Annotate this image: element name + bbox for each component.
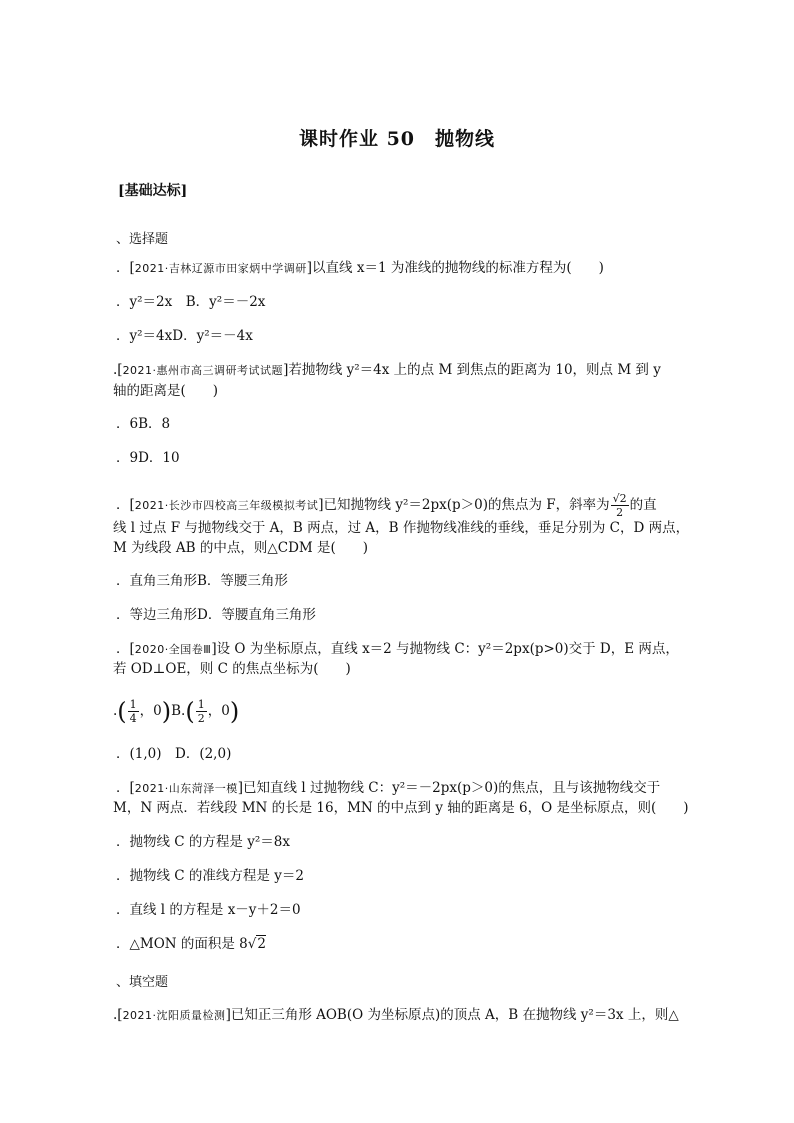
q5-option-a: ．抛物线 C 的方程是 y²＝8x — [116, 834, 290, 850]
q6-source: 2021·沈阳质量检测 — [122, 1009, 226, 1022]
q3-options-ab: ．直角三角形B．等腰三角形 — [116, 573, 288, 589]
q2-text-line2: 轴的距离是( ) — [113, 383, 219, 399]
q4-source: 2020·全国卷Ⅲ — [134, 643, 212, 656]
section-choice: 、选择题 — [116, 232, 169, 247]
q5-source: 2021·山东菏泽一模 — [134, 782, 238, 795]
q5-optd-text: ．△MON 的面积是 8 — [116, 936, 248, 952]
q5-optd-sqrt: 2 — [257, 936, 266, 952]
question-4 — [116, 639, 679, 660]
q3-text-line3: M 为线段 AB 的中点，则△CDM 是( ) — [113, 540, 369, 556]
q3-options-cd: ．等边三角形D．等腰直角三角形 — [116, 607, 316, 623]
section-fill: 、填空题 — [116, 975, 169, 990]
q3-text-a: ]已知抛物线 y²＝2px(p＞0)的焦点为 F，斜率为 — [318, 497, 610, 513]
q4-options-cd: ．(1,0) D．(2,0) — [116, 746, 232, 762]
q5-option-b: ．抛物线 C 的准线方程是 y＝2 — [116, 868, 304, 884]
q2-options-ab: ．6B．8 — [116, 416, 171, 432]
q2-options-cd: ．9D．10 — [116, 450, 180, 466]
page-title: 课时作业 50 抛物线 — [298, 128, 496, 150]
q3-source: 2021·长沙市四校高三年级模拟考试 — [134, 499, 319, 512]
q1-options-cd: ．y²＝4xD．y²＝－4x — [116, 328, 253, 344]
q3-frac-num: √2 — [612, 492, 627, 505]
q5-text: ]已知直线 l 过抛物线 C：y²＝－2px(p＞0)的焦点，且与该抛物线交于 — [237, 780, 661, 796]
q5-prefix: ．[ — [116, 780, 135, 796]
q3-text-b: 的直 — [629, 497, 657, 513]
q1-source: 2021·吉林辽源市田家炳中学调研 — [134, 262, 307, 275]
q4-optB-num: 1 — [197, 698, 205, 711]
q4-optA-rest: ，0 — [139, 703, 162, 719]
q3-frac-den: 2 — [616, 506, 624, 519]
q1-text: ]以直线 x＝1 为准线的抛物线的标准方程为( ) — [306, 260, 604, 276]
q4-text: ]设 O 为坐标原点，直线 x＝2 与抛物线 C：y²＝2px(p>0)交于 D，E 两点， — [211, 641, 679, 657]
q3-prefix: ．[ — [116, 497, 135, 513]
q1-options-ab: ．y²＝2x B．y²＝－2x — [116, 294, 266, 310]
q5-option-c: ．直线 l 的方程是 x－y＋2＝0 — [116, 902, 301, 918]
q4-optB-rest: ，0 — [207, 703, 230, 719]
q4-text-line2: 若 OD⊥OE，则 C 的焦点坐标为( ) — [113, 661, 351, 677]
q3-slope-fraction — [611, 492, 629, 519]
q5-text-line2: M，N 两点．若线段 MN 的长是 16，MN 的中点到 y 轴的距离是 6，O 是坐标原点，则( ) — [113, 800, 689, 816]
q4-optA-num: 1 — [129, 698, 137, 711]
q3-text-line2: 线 l 过点 F 与抛物线交于 A，B 两点，过 A，B 作抛物线准线的垂线，垂足分别为 C，D 两点， — [113, 520, 690, 536]
q4-optB-fraction — [196, 698, 207, 725]
section-basic: [基础达标] — [118, 183, 188, 199]
q4-optA-fraction — [128, 698, 139, 725]
q4-options-ab: .( $\frac{1}{4}$ ，0)B.( $\frac{1}{2}$ ，0) — [113, 697, 240, 726]
question-5 — [116, 778, 660, 799]
q4-optB-den: 2 — [197, 712, 205, 725]
q4-optB-label: B. — [171, 703, 186, 719]
q6-text: ]已知正三角形 AOB(O 为坐标原点)的顶点 A，B 在抛物线 y²＝3x 上，则△ — [225, 1007, 679, 1023]
question-6 — [113, 1005, 679, 1026]
q1-prefix: ．[ — [116, 260, 135, 276]
q5-option-d: ．△MON 的面积是 8√2 — [116, 936, 266, 952]
q2-prefix: .[ — [113, 362, 123, 378]
question-3 — [116, 492, 657, 519]
q4-prefix: ．[ — [116, 641, 135, 657]
q6-prefix: .[ — [113, 1007, 123, 1023]
q2-source: 2021·惠州市高三调研考试试题 — [122, 364, 284, 377]
question-1 — [116, 258, 604, 279]
q4-optA-den: 4 — [129, 712, 137, 725]
q2-text: ]若抛物线 y²＝4x 上的点 M 到焦点的距离为 10，则点 M 到 y — [283, 362, 661, 378]
question-2 — [113, 360, 661, 381]
